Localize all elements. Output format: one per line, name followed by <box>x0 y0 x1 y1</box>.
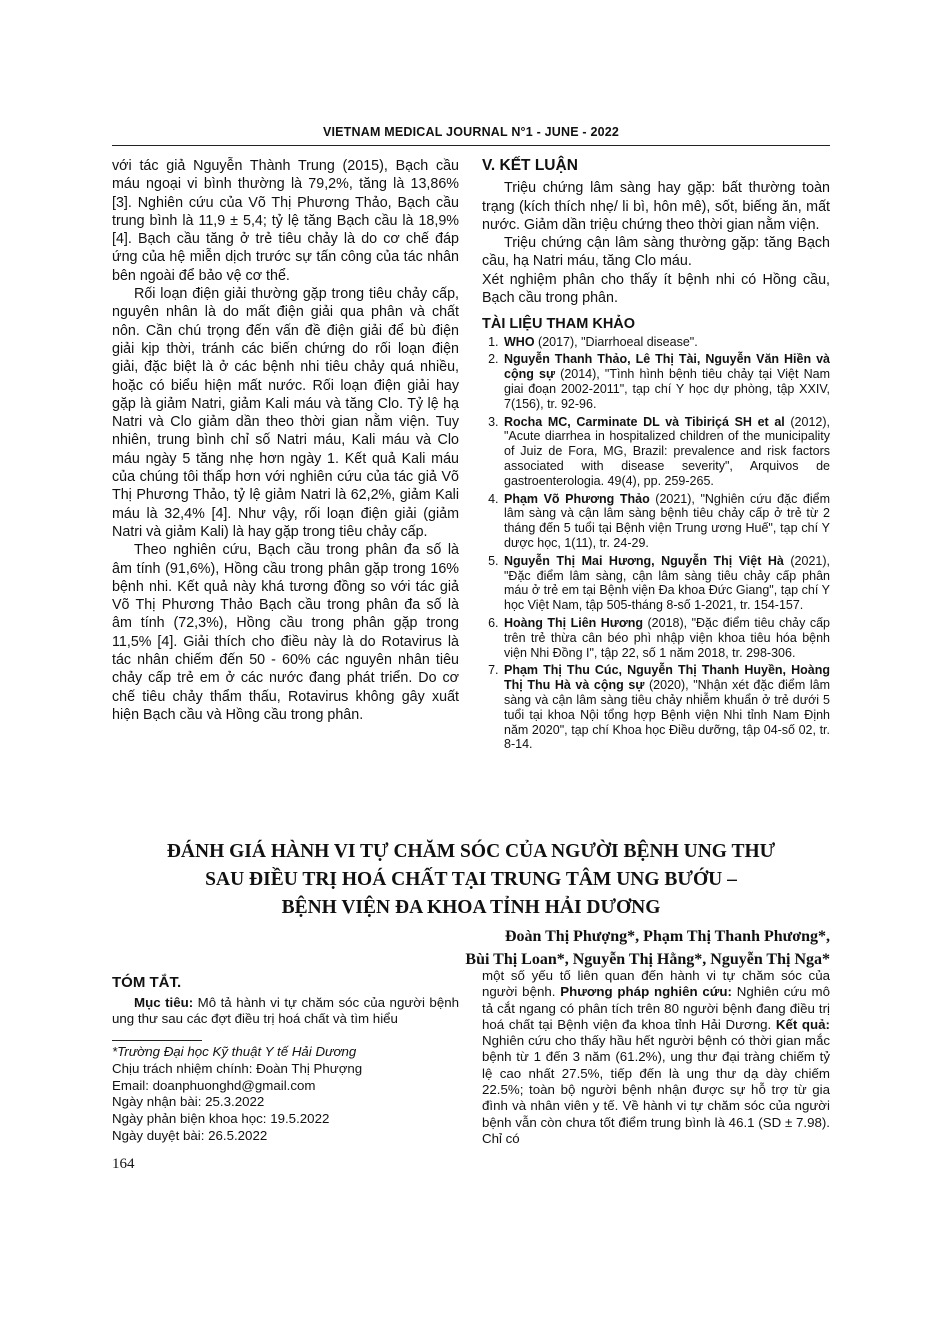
article-title-line-3: BỆNH VIỆN ĐA KHOA TỈNH HẢI DƯƠNG <box>281 897 661 918</box>
abstract-objective: Mục tiêu: Mô tả hành vi tự chăm sóc của người bệnh ung thư sau các đợt điều trị hoá chất và tìm hiểu <box>112 994 459 1026</box>
corresponding-author: Chịu trách nhiệm chính: Đoàn Thị Phượng <box>112 1060 363 1076</box>
abstract-right <box>482 968 830 1147</box>
discussion-paragraph-2: Rối loạn điện giải thường gặp trong tiêu chảy cấp, nguyên nhân là do mất điện giải qua phân và chất nôn. Cần chú trọng đến vấn đề điện giải để bù điện giải kịp thời, tránh các biến chứng do rối loạn điện giải, đặc biệt là ở các bệnh nhi tiêu chảy quá nhiều, hoặc có biểu hiện mất nước. Rối loạn điện giải hay gặp là giảm Natri, giảm Kali máu và tăng Clo. Tỷ lệ hạ Natri và Clo giảm dần theo thời gian nằm viện. Tuy nhiên, trung bình chỉ số Natri máu, Kali máu và Clo máu ngày 5 tăng nhẹ hơn ngày 1. Kết quả Kali máu của chúng tôi thấp hơn với nghiên cứu của tác giả Võ Thị Phương Thảo, tỷ lệ giảm Natri là 62,2%, giảm Kali máu là 32,4% [4]. Như vậy, rối loạn điện giải (giảm Natri và giảm Kali) là hay gặp trong tiêu chảy cấp. <box>112 286 459 540</box>
reference-item: 2. Nguyễn Thanh Thảo, Lê Thị Tài, Nguyễn Văn Hiền và cộng sự (2014), "Tình hình bệnh tiêu chảy tại Việt Nam giai đoạn 2002-2011", tạp chí Y học dự phòng, tập XXIV, 7(156), tr. 92-96. <box>502 352 830 411</box>
reference-item: 6. Hoàng Thị Liên Hương (2018), "Đặc điểm tiêu chảy cấp trên trẻ thừa cân béo phì nhập viện khoa tiêu hóa bệnh viện Nhi Đồng I", tập 22, số 1 năm 2018, tr. 298-306. <box>502 616 830 660</box>
article-title <box>112 838 830 922</box>
reference-item: 4. Phạm Võ Phương Thảo (2021), "Nghiên cứu đặc điểm lâm sàng và cận lâm sàng bệnh tiêu chảy cấp ở trẻ từ 2 tháng đến 5 tuổi tại Bệnh viện Trung ương Huế", tạp chí Y dược học, 1(11), tr. 24-29. <box>502 492 830 551</box>
discussion-paragraph-3: Theo nghiên cứu, Bạch cầu trong phân đa số là âm tính (91,6%), Hồng cầu trong phân gặp trong 16% bệnh nhi. Kết quả này khá tương đồng so với tác giả Võ Thị Phương Thảo Bạch cầu trong phân đa số là âm tính (72,3%), Hồng cầu trong phân gặp trong 11,5% [4]. Giải thích cho điều này là do Rotavirus là tác nhân chiếm đến 50 - 60% các nguyên nhân tiêu chảy cấp trẻ em ở các nước đang phát triển. Do cơ chế tiêu chảy thẩm thấu, Rotavirus không gây xuất hiện Bạch cầu và Hồng cầu trong phân. <box>112 542 459 723</box>
authors-line-1: Đoàn Thị Phượng*, Phạm Thị Thanh Phương*, <box>504 928 830 945</box>
abstract-left <box>112 975 459 1028</box>
affiliation-note: *Trường Đại học Kỹ thuật Y tế Hải Dương <box>112 1044 357 1059</box>
references-heading: TÀI LIỆU THAM KHẢO <box>482 316 636 333</box>
page-number: 164 <box>112 1156 135 1172</box>
reviewed-date: Ngày phản biện khoa học: 19.5.2022 <box>112 1111 330 1127</box>
conclusion-paragraph-3: Xét nghiệm phân cho thấy ít bệnh nhi có Hồng cầu, Bạch cầu trong phân. <box>482 271 830 307</box>
approved-date: Ngày duyệt bài: 26.5.2022 <box>112 1127 268 1143</box>
conclusion-paragraph-1: Triệu chứng lâm sàng hay gặp: bất thường toàn trạng (kích thích nhẹ/ li bì, hôn mê), sốt, biếng ăn, mất nước. Giảm dần triệu chứng theo thời gian nằm viện. <box>482 180 830 233</box>
footnotes <box>112 1040 459 1145</box>
header-rule <box>112 145 830 146</box>
received-date: Ngày nhận bài: 25.3.2022 <box>112 1094 265 1110</box>
right-column <box>482 157 830 755</box>
discussion-paragraph-1: với tác giả Nguyễn Thành Trung (2015), Bạch cầu máu ngoại vi bình thường là 79,2%, tăng là 13,86% [3]. Nghiên cứu của Võ Thị Phương Thảo, Bạch cầu trung bình là 11,9 ± 5,4; tỷ lệ tăng Bạch cầu là 18,9% [4]. Bạch cầu tăng ở trẻ tiêu chảy là do cơ chế đáp ứng của hệ miễn dịch trước sự tấn công của tác nhân bên ngoài để bảo vệ cơ thể. <box>112 158 459 284</box>
reference-item: 7. Phạm Thị Thu Cúc, Nguyễn Thị Thanh Huyền, Hoàng Thị Thu Hà và cộng sự (2020), "Nhận xét đặc điểm lâm sàng và cận lâm sàng tiêu chảy nhiễm khuẩn ở trẻ dưới 5 tuổi tại khoa Nội tổng hợp Bệnh viện Nhi tỉnh Nam Định năm 2020", tạp chí Khoa học Điều dưỡng, tập 04-số 02, tr. 8-14. <box>502 663 830 752</box>
conclusion-paragraph-2: Triệu chứng cận lâm sàng thường gặp: tăng Bạch cầu, hạ Natri máu, tăng Clo máu. <box>482 235 830 270</box>
reference-list <box>482 335 830 753</box>
authors-line-2: Bùi Thị Loan*, Nguyễn Thị Hằng*, Nguyễn Thị Nga* <box>465 951 830 968</box>
left-column <box>112 157 459 724</box>
abstract-continuation: một số yếu tố liên quan đến hành vi tự chăm sóc của người bệnh. Phương pháp nghiên cứu: Nghiên cứu mô tả cắt ngang có phân tích trên 80 người bệnh đang điều trị hoá chất tại Bệnh viện đa khoa tỉnh Hải Dương. Kết quả: Nghiên cứu cho thấy hầu hết người bệnh có thời gian mắc bệnh từ 1 đến 3 năm (61.2%), ung thư đại tràng chiếm tỷ lệ cao nhất 27.5%, tiếp đến là ung thư dạ dày chiếm 22.5%; toàn bộ người bệnh nhận được sự hỗ trợ từ gia đình và nhân viên y tế. Về hành vi tự chăm sóc của người bệnh vẫn còn chưa tốt điểm trung bình là 46.1 (SD ± 7.98). Chỉ có <box>482 968 830 1146</box>
footnote-rule <box>112 1040 202 1041</box>
article-title-line-1: ĐÁNH GIÁ HÀNH VI TỰ CHĂM SÓC CỦA NGƯỜI BỆNH UNG THƯ <box>166 841 776 862</box>
email-note: Email: doanphuonghd@gmail.com <box>112 1077 316 1093</box>
reference-item: 3. Rocha MC, Carminate DL và Tibiriçá SH et al (2012), "Acute diarrhea in hospitalized children of the municipality of Juiz de Fora, MG, Brazil: prevalence and risk factors associated with disease severity", Arquivos de gastroenterologia. 49(4), pp. 259-265. <box>502 415 830 489</box>
reference-item: 5. Nguyễn Thị Mai Hương, Nguyễn Thị Việt Hà (2021), "Đặc điểm lâm sàng, cận lâm sàng tiêu chảy cấp phân máu ở trẻ em tại Bệnh viện Đa khoa Đức Giang", tạp chí Y học Việt Nam, tập 505-tháng 8-số 1-2021, tr. 154-157. <box>502 554 830 613</box>
conclusion-heading: V. KẾT LUẬN <box>482 157 578 174</box>
abstract-heading: TÓM TẮT. <box>112 974 182 991</box>
running-header: VIETNAM MEDICAL JOURNAL N°1 - JUNE - 2022 <box>322 125 620 139</box>
reference-item: 1. WHO (2017), "Diarrhoeal disease". <box>502 335 830 350</box>
article-authors <box>300 925 830 971</box>
article-title-line-2: SAU ĐIỀU TRỊ HOÁ CHẤT TẠI TRUNG TÂM UNG BƯỚU – <box>205 869 737 890</box>
